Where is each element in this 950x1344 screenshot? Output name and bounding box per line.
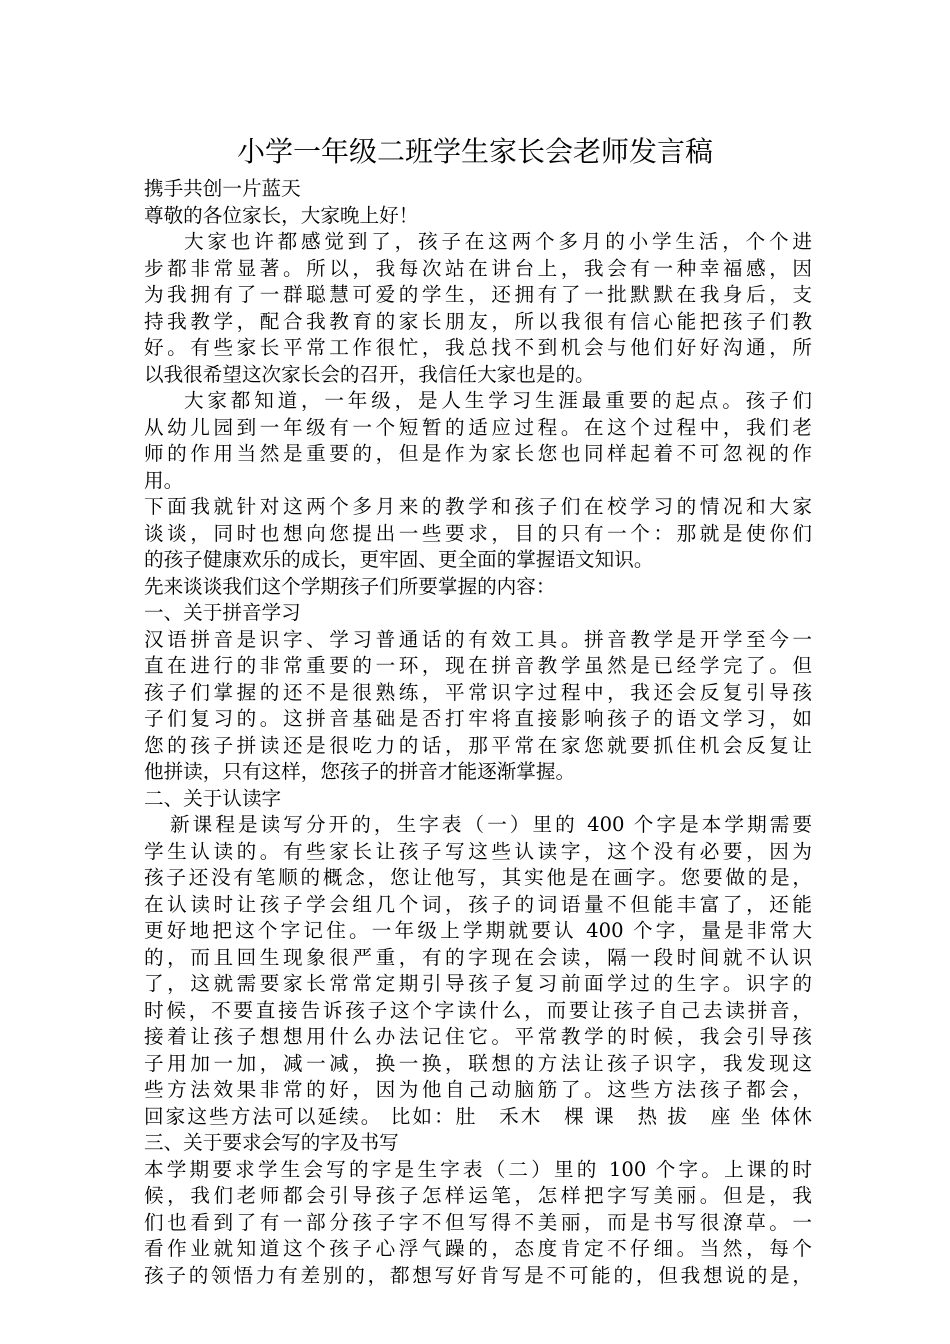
text-line: 看作业就知道这个孩子心浮气躁的，态度肯定不仔细。当然，每个 [144, 1237, 812, 1260]
text-line: 们也看到了有一部分孩子字不但写得不美丽，而是书写很潦草。一 [144, 1210, 812, 1234]
text-line: 从幼儿园到一年级有一个短暂的适应过程。在这个过程中，我们老 [144, 415, 812, 439]
text-line: 尊敬的各位家长，大家晚上好！ [144, 203, 419, 227]
text-line: 了，这就需要家长常常定期引导孩子复习前面学过的生字。识字的 [144, 972, 812, 995]
text-line: 接着让孩子想想用什么办法记住它。平常教学的时候，我会引导孩 [144, 1025, 812, 1048]
text-line: 孩子还没有笔顺的概念，您让他写，其实他是在画字。您要做的是， [144, 866, 812, 889]
text-line: 的孩子健康欢乐的成长，更牢固、更全面的掌握语文知识。 [144, 548, 654, 571]
text-line: 下面我就针对这两个多月来的教学和孩子们在校学习的情况和大家 [144, 495, 812, 518]
text-line: 直在进行的非常重要的一环，现在拼音教学虽然是已经学完了。但 [144, 654, 812, 677]
text-line: 师的作用当然是重要的，但是作为家长您也同样起着不可忽视的作 [144, 442, 812, 465]
text-line: 二、关于认读字 [144, 786, 282, 810]
text-line: 为我拥有了一群聪慧可爱的学生，还拥有了一批默默在我身后，支 [144, 283, 812, 306]
text-line: 三、关于要求会写的字及书写 [144, 1131, 399, 1154]
text-line: 回家这些方法可以延续。 比如：肚 禾木 棵 课 热 拔 座 坐 体休 [144, 1104, 812, 1128]
text-line: 用。 [144, 468, 184, 492]
text-line: 持我教学，配合我教育的家长朋友，所以我很有信心能把孩子们教 [144, 309, 812, 333]
text-line: 孩子们掌握的还不是很熟练，平常识字过程中，我还会反复引导孩 [144, 680, 812, 704]
text-line: 一、关于拼音学习 [144, 601, 301, 624]
text-line: 学生认读的。有些家长让孩子写这些认读字，这个没有必要，因为 [144, 839, 812, 863]
text-line: 好。有些家长平常工作很忙，我总找不到机会与他们好好沟通，所 [144, 336, 812, 359]
text-line: 时候，不要直接告诉孩子这个字读什么，而要让孩子自己去读拼音， [144, 998, 812, 1022]
text-line: 的，而且回生现象很严重，有的字现在会读，隔一段时间就不认识 [144, 945, 812, 969]
text-line: 他拼读，只有这样，您孩子的拼音才能逐渐掌握。 [144, 760, 576, 783]
text-line: 大家都知道，一年级，是人生学习生涯最重要的起点。孩子们 [184, 389, 812, 412]
text-line: 大家也许都感觉到了，孩子在这两个多月的小学生活，个个进 [184, 230, 812, 253]
text-line: 更好地把这个字记住。一年级上学期就要认 400 个字，量是非常大 [144, 919, 812, 942]
text-line: 谈谈，同时也想向您提出一些要求，目的只有一个：那就是使你们 [144, 521, 812, 545]
text-line: 在认读时让孩子学会组几个词，孩子的词语量不但能丰富了，还能 [144, 892, 812, 916]
text-line: 本学期要求学生会写的字是生字表（二）里的 100 个字。上课的时 [144, 1157, 812, 1181]
text-line: 您的孩子拼读还是很吃力的话，那平常在家您就要抓住机会反复让 [144, 733, 812, 757]
text-line: 些方法效果非常的好，因为他自己动脑筋了。这些方法孩子都会， [144, 1078, 812, 1101]
document-title: 小学一年级二班学生家长会老师发言稿 [236, 135, 713, 168]
document-body [144, 176, 812, 1289]
text-line: 携手共创一片蓝天 [144, 177, 301, 200]
text-line: 以我很希望这次家长会的召开，我信任大家也是的。 [144, 362, 595, 386]
text-line: 候，我们老师都会引导孩子怎样运笔，怎样把字写美丽。但是，我 [144, 1184, 812, 1207]
text-line: 子们复习的。这拼音基础是否打牢将直接影响孩子的语文学习，如 [144, 707, 812, 730]
text-line: 新课程是读写分开的，生字表（一）里的 400 个字是本学期需要 [170, 813, 812, 836]
text-line: 汉语拼音是识字、学习普通话的有效工具。拼音教学是开学至今一 [144, 627, 812, 651]
text-line: 步都非常显著。所以，我每次站在讲台上，我会有一种幸福感，因 [144, 256, 812, 280]
text-line: 孩子的领悟力有差别的，都想写好肯写是不可能的，但我想说的是， [144, 1263, 812, 1287]
text-line: 先来谈谈我们这个学期孩子们所要掌握的内容： [144, 574, 556, 598]
text-line: 子用加一加，减一减，换一换，联想的方法让孩子识字，我发现这 [144, 1051, 812, 1075]
